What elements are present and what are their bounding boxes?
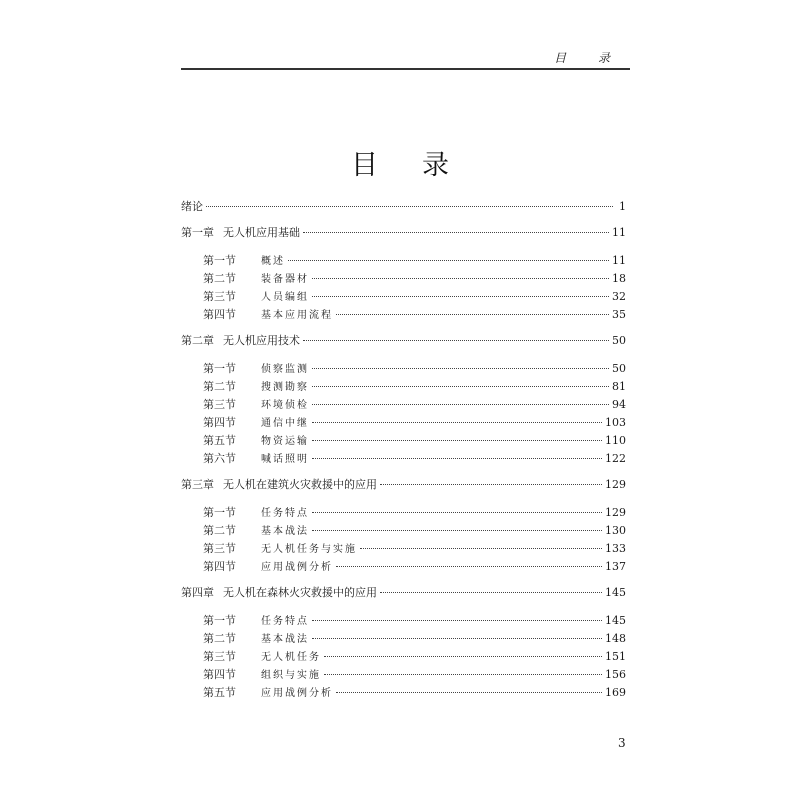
dot-leader	[312, 368, 609, 369]
dot-leader	[324, 674, 602, 675]
dot-leader	[312, 404, 609, 405]
toc-entry-title: 通信中继	[261, 418, 309, 429]
toc-section-entry	[181, 668, 626, 686]
toc-entry-title: 绪论	[181, 200, 203, 213]
toc-entry-number: 第三节	[203, 290, 236, 303]
dot-leader	[312, 440, 602, 441]
toc-entry-page: 133	[605, 542, 626, 555]
toc-entry-title: 基本战法	[261, 526, 309, 537]
toc-entry-page: 145	[605, 614, 626, 627]
toc-entry-title: 任务特点	[261, 616, 309, 627]
toc-entry-page: 130	[605, 524, 626, 537]
running-head-text: 目 录	[554, 51, 624, 65]
toc-entry-page: 50	[612, 362, 626, 375]
dot-leader	[380, 484, 602, 485]
toc-section-entry	[181, 254, 626, 272]
toc-entry-page: 145	[605, 586, 626, 599]
toc-entry-page: 122	[605, 452, 626, 465]
toc-chapter-entry	[181, 334, 626, 352]
toc-entry-number: 第一节	[203, 614, 236, 627]
toc-entry-title: 人员编组	[261, 292, 309, 303]
page-number: 3	[618, 736, 626, 750]
toc-section-entry	[181, 524, 626, 542]
dot-leader	[288, 260, 609, 261]
toc-entry-page: 103	[605, 416, 626, 429]
toc-entry-page: 129	[605, 506, 626, 519]
dot-leader	[312, 296, 609, 297]
toc-entry-number: 第二节	[203, 380, 236, 393]
toc-entry-title: 应用战例分析	[261, 562, 333, 573]
toc-entry-number: 第一章	[181, 226, 214, 239]
toc-entry-page: 110	[605, 434, 626, 447]
running-head	[181, 48, 630, 70]
toc-entry-title: 物资运输	[261, 436, 309, 447]
toc-section-entry	[181, 560, 626, 578]
toc-entry-number: 第三节	[203, 398, 236, 411]
toc-entry-title: 任务特点	[261, 508, 309, 519]
toc-entry-title: 无人机在森林火灾救援中的应用	[223, 586, 377, 599]
toc-entry-number: 第四节	[203, 416, 236, 429]
dot-leader	[312, 638, 602, 639]
toc-section-entry	[181, 398, 626, 416]
toc-section-entry	[181, 686, 626, 704]
toc-entry-page: 32	[612, 290, 626, 303]
toc-entry-title: 侦察监测	[261, 364, 309, 375]
toc-entry-page: 137	[605, 560, 626, 573]
toc-entry-page: 81	[612, 380, 626, 393]
toc-section-entry	[181, 272, 626, 290]
toc-entry-number: 第二章	[181, 334, 214, 347]
toc-entry-number: 第四节	[203, 308, 236, 321]
toc-section-entry	[181, 650, 626, 668]
toc-entry-title: 基本战法	[261, 634, 309, 645]
dot-leader	[312, 512, 602, 513]
toc-section-entry	[181, 416, 626, 434]
toc-entry-page: 151	[605, 650, 626, 663]
toc-chapter-entry	[181, 586, 626, 604]
toc-chapter-entry	[181, 478, 626, 496]
toc-section-entry	[181, 506, 626, 524]
toc-entry-number: 第三节	[203, 650, 236, 663]
toc-entry-page: 94	[612, 398, 626, 411]
toc-entry-title: 无人机在建筑火灾救援中的应用	[223, 478, 377, 491]
toc-entry-number: 第四章	[181, 586, 214, 599]
dot-leader	[336, 314, 609, 315]
toc-entry-number: 第五节	[203, 434, 236, 447]
toc-entry-page: 156	[605, 668, 626, 681]
dot-leader	[206, 206, 613, 207]
dot-leader	[380, 592, 602, 593]
toc-entry-number: 第一节	[203, 362, 236, 375]
dot-leader	[312, 530, 602, 531]
toc-entry-page: 129	[605, 478, 626, 491]
toc-section-entry	[181, 542, 626, 560]
dot-leader	[312, 386, 609, 387]
toc-entry-number: 第二节	[203, 272, 236, 285]
toc-entry-number: 第六节	[203, 452, 236, 465]
toc-entry-page: 35	[612, 308, 626, 321]
toc-entry-title: 搜测勘察	[261, 382, 309, 393]
dot-leader	[336, 692, 602, 693]
toc-entry-title: 喊话照明	[261, 454, 309, 465]
toc-entry-number: 第五节	[203, 686, 236, 699]
toc-entry-title: 无人机任务与实施	[261, 544, 357, 555]
toc-entry-number: 第一节	[203, 254, 236, 267]
toc-entry-page: 169	[605, 686, 626, 699]
toc-entry-title: 概述	[261, 256, 285, 267]
dot-leader	[360, 548, 602, 549]
dot-leader	[336, 566, 602, 567]
page-title: 目录	[351, 150, 493, 181]
dot-leader	[303, 232, 609, 233]
toc-entry-number: 第一节	[203, 506, 236, 519]
toc-entry-title: 基本应用流程	[261, 310, 333, 321]
toc-section-entry	[181, 452, 626, 470]
toc-entry	[181, 200, 626, 218]
toc-entry-number: 第二节	[203, 632, 236, 645]
toc-entry-page: 50	[612, 334, 626, 347]
toc-entry-title: 装备器材	[261, 274, 309, 285]
toc-entry-number: 第二节	[203, 524, 236, 537]
dot-leader	[324, 656, 602, 657]
toc-entry-page: 148	[605, 632, 626, 645]
toc-entry-title: 环境侦检	[261, 400, 309, 411]
dot-leader	[312, 422, 602, 423]
toc-entry-number: 第四节	[203, 560, 236, 573]
toc-section-entry	[181, 434, 626, 452]
table-of-contents	[181, 200, 626, 704]
toc-entry-title: 组织与实施	[261, 670, 321, 681]
toc-entry-number: 第三章	[181, 478, 214, 491]
toc-entry-page: 11	[612, 226, 626, 239]
toc-entry-title: 无人机应用技术	[223, 334, 300, 347]
toc-entry-page: 18	[612, 272, 626, 285]
toc-section-entry	[181, 290, 626, 308]
toc-entry-title: 无人机应用基础	[223, 226, 300, 239]
dot-leader	[312, 278, 609, 279]
toc-entry-number: 第三节	[203, 542, 236, 555]
toc-entry-title: 应用战例分析	[261, 688, 333, 699]
toc-section-entry	[181, 632, 626, 650]
toc-entry-page: 11	[612, 254, 626, 267]
dot-leader	[303, 340, 609, 341]
toc-entry-title: 无人机任务	[261, 652, 321, 663]
toc-entry-page: 1	[619, 200, 626, 213]
dot-leader	[312, 620, 602, 621]
toc-section-entry	[181, 362, 626, 380]
toc-section-entry	[181, 380, 626, 398]
toc-section-entry	[181, 614, 626, 632]
dot-leader	[312, 458, 602, 459]
toc-section-entry	[181, 308, 626, 326]
toc-chapter-entry	[181, 226, 626, 244]
toc-entry-number: 第四节	[203, 668, 236, 681]
